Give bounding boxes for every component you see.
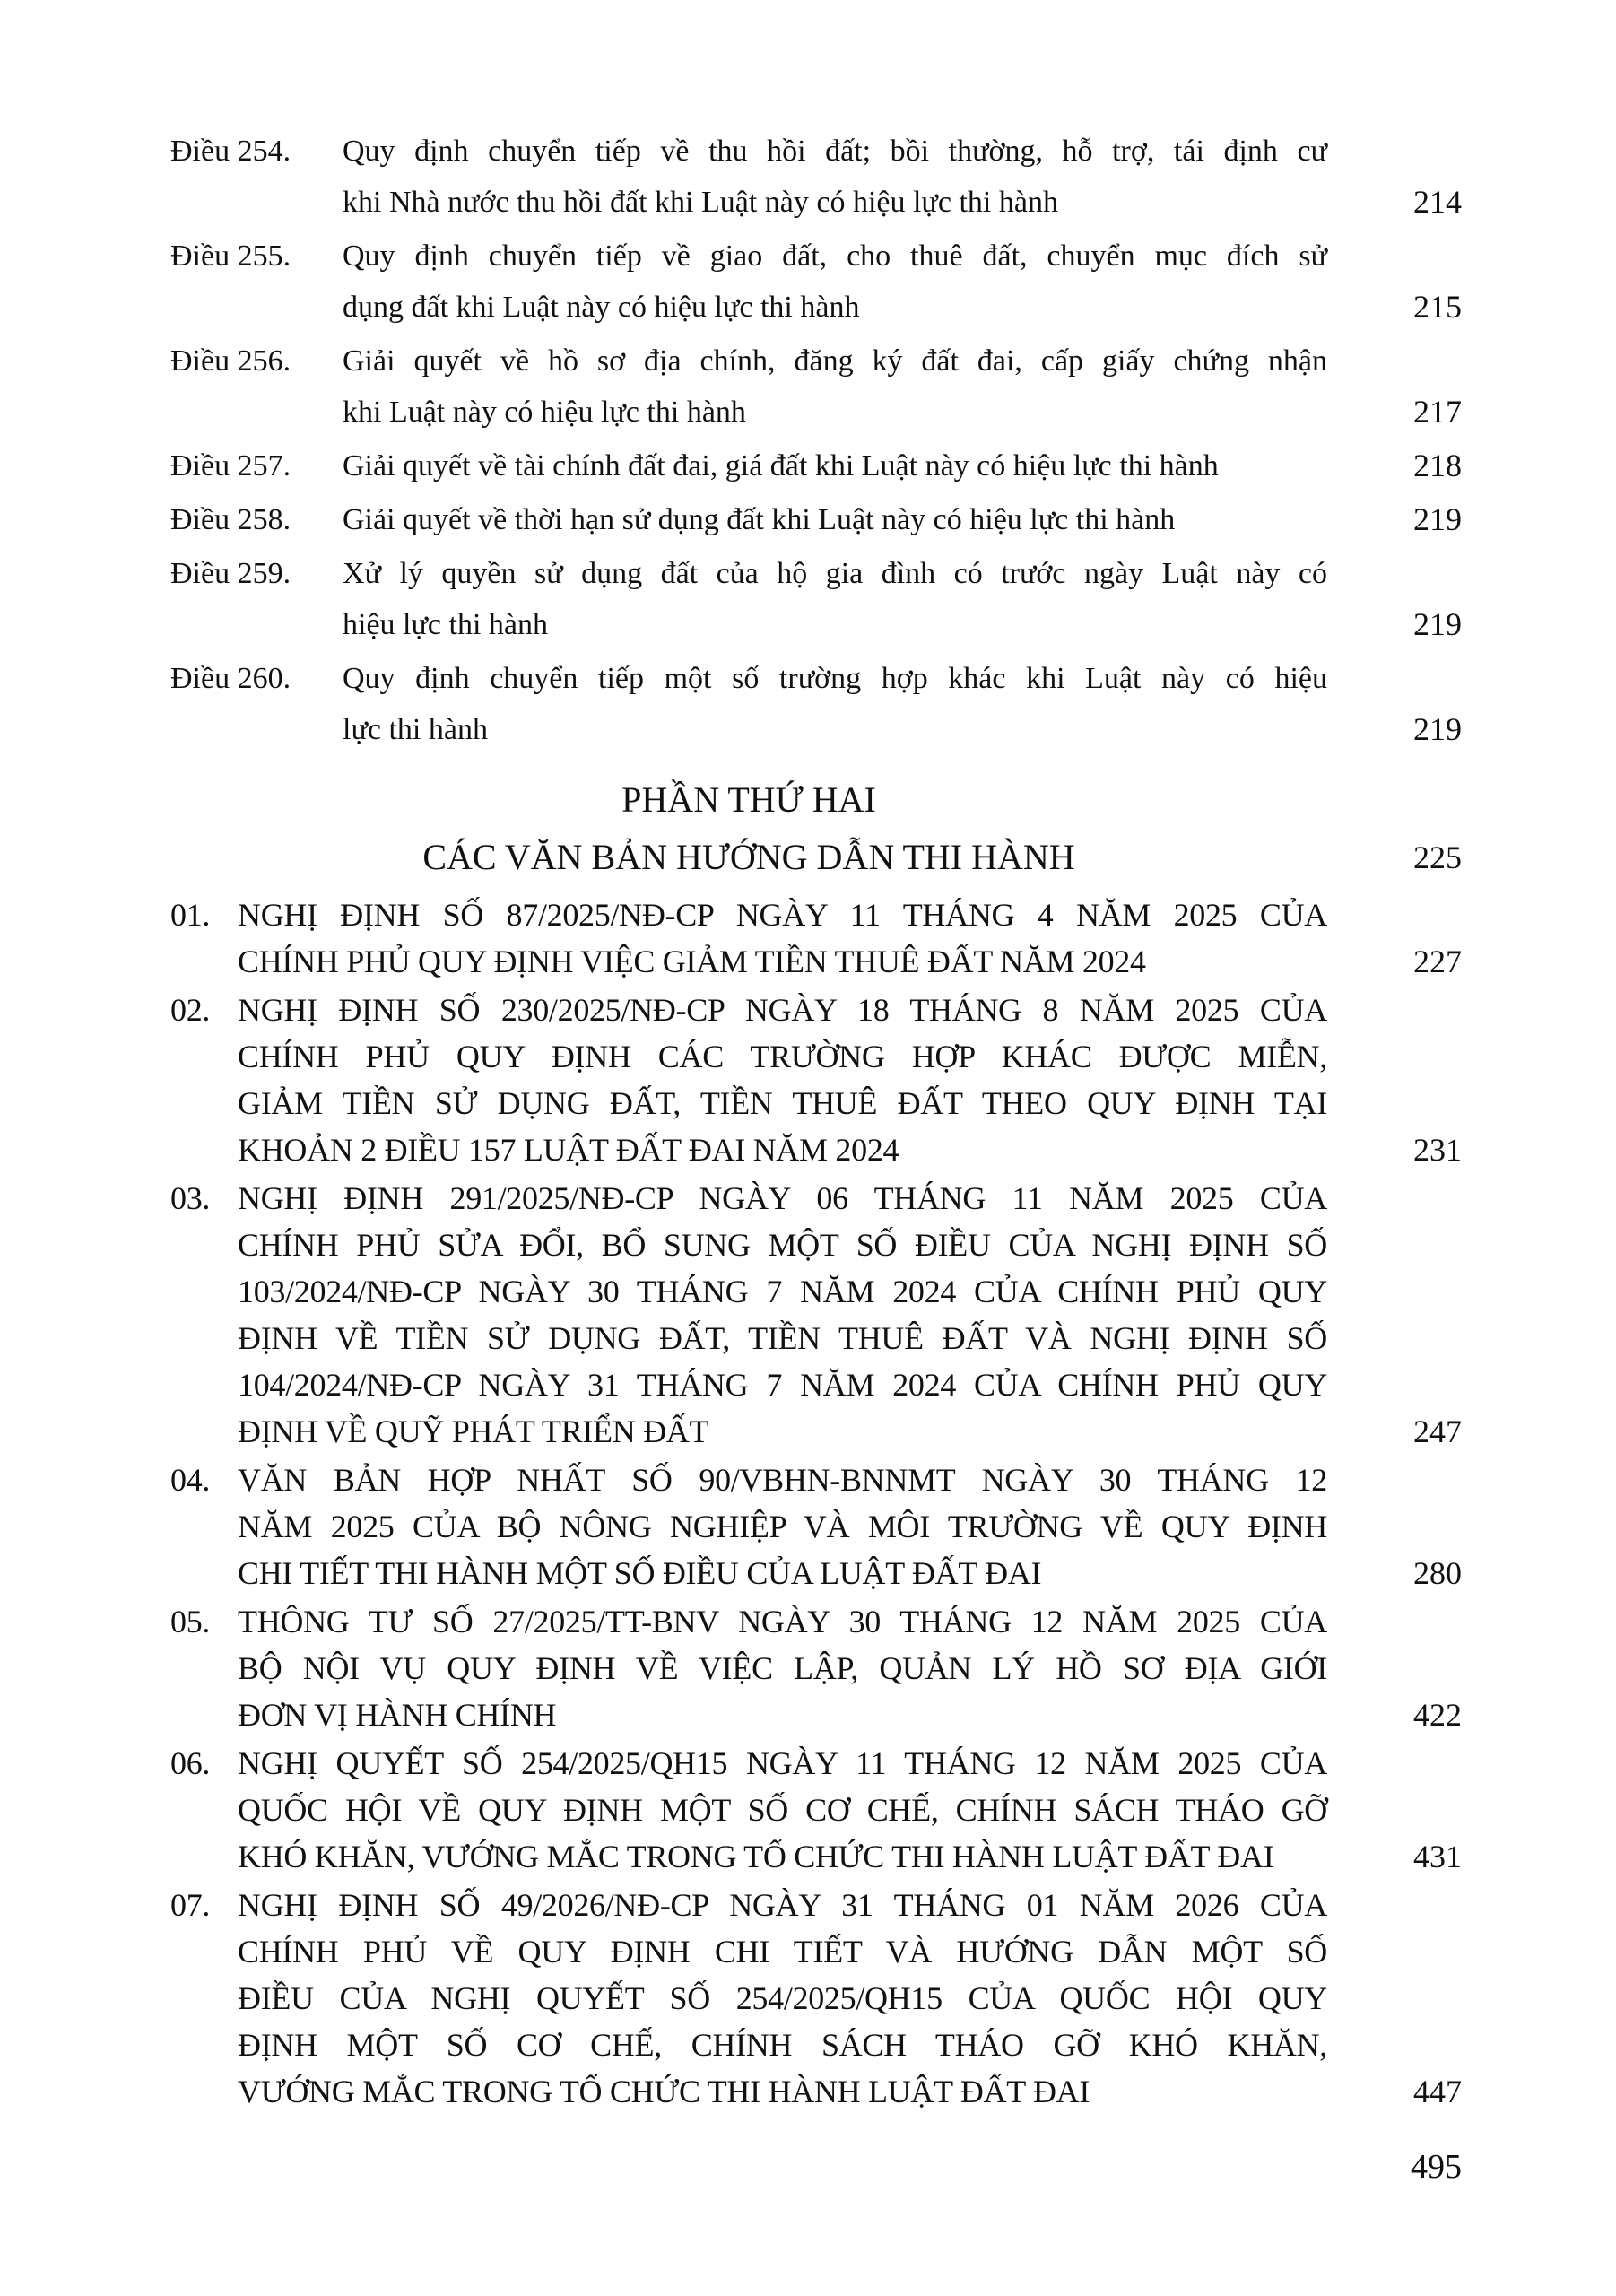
part-heading-page-number: 225 bbox=[1413, 839, 1462, 875]
toc-entry-line: 104/2024/NĐ-CP NGÀY 31 THÁNG 7 NĂM 2024 CỦA CHÍNH PHỦ QUY bbox=[238, 1367, 1327, 1403]
toc-entry-page-number: 422 bbox=[1413, 1697, 1462, 1733]
toc-entry-article bbox=[170, 548, 1462, 650]
toc-entry-label: Điều 256. bbox=[170, 344, 291, 378]
toc-entry-line: ĐỊNH MỘT SỐ CƠ CHẾ, CHÍNH SÁCH THÁO GỠ KHÓ KHĂN, bbox=[238, 2027, 1327, 2063]
toc-entry-label: Điều 254. bbox=[170, 135, 291, 168]
toc-entry-line: THÔNG TƯ SỐ 27/2025/TT-BNV NGÀY 30 THÁNG 12 NĂM 2025 CỦA bbox=[238, 1604, 1327, 1639]
toc-entry-page-number: 219 bbox=[1413, 606, 1462, 642]
toc-entry-line: dụng đất khi Luật này có hiệu lực thi hành bbox=[343, 291, 860, 324]
toc-entry-article bbox=[170, 440, 1462, 491]
toc-entry-line: Giải quyết về hồ sơ địa chính, đăng ký đất đai, cấp giấy chứng nhận bbox=[343, 344, 1327, 378]
toc-entry-line: CHÍNH PHỦ QUY ĐỊNH VIỆC GIẢM TIỀN THUÊ ĐẤT NĂM 2024 bbox=[238, 944, 1146, 979]
toc-entry-line: ĐỊNH VỀ QUỸ PHÁT TRIỂN ĐẤT bbox=[238, 1413, 709, 1449]
toc-entry-page-number: 215 bbox=[1413, 289, 1462, 325]
toc-entry-label: Điều 257. bbox=[170, 449, 291, 483]
toc-entry-lines bbox=[343, 494, 1462, 545]
toc-entry-label: Điều 258. bbox=[170, 503, 291, 536]
toc-entry-line: hiệu lực thi hành bbox=[343, 608, 548, 641]
toc-entry-line: NGHỊ ĐỊNH SỐ 230/2025/NĐ-CP NGÀY 18 THÁNG 8 NĂM 2025 CỦA bbox=[238, 992, 1327, 1028]
toc-entry-line: Giải quyết về thời hạn sử dụng đất khi Luật này có hiệu lực thi hành bbox=[343, 503, 1176, 536]
toc-entry-line: NĂM 2025 CỦA BỘ NÔNG NGHIỆP VÀ MÔI TRƯỜNG VỀ QUY ĐỊNH bbox=[238, 1509, 1327, 1544]
toc-entry-line: khi Luật này có hiệu lực thi hành bbox=[343, 396, 746, 429]
toc-entry-line: ĐỊNH VỀ TIỀN SỬ DỤNG ĐẤT, TIỀN THUÊ ĐẤT VÀ NGHỊ ĐỊNH SỐ bbox=[238, 1320, 1327, 1356]
toc-entry-line: VĂN BẢN HỢP NHẤT SỐ 90/VBHN-BNNMT NGÀY 30 THÁNG 12 bbox=[238, 1462, 1327, 1498]
toc-entry-label: Điều 260. bbox=[170, 662, 291, 695]
part-heading-subtitle-text: CÁC VĂN BẢN HƯỚNG DẪN THI HÀNH bbox=[422, 837, 1075, 877]
toc-entry-line: CHÍNH PHỦ QUY ĐỊNH CÁC TRƯỜNG HỢP KHÁC ĐƯỢC MIỄN, bbox=[238, 1039, 1327, 1074]
documents-section bbox=[170, 891, 1462, 2115]
toc-entry-lines bbox=[343, 653, 1462, 755]
toc-entry-page-number: 219 bbox=[1413, 711, 1462, 747]
toc-entry-document bbox=[170, 987, 1462, 1173]
toc-entry-document bbox=[170, 1175, 1462, 1455]
toc-entry-lines bbox=[238, 1457, 1462, 1596]
toc-entry-lines bbox=[343, 335, 1462, 438]
articles-section bbox=[170, 126, 1462, 755]
toc-entry-line: lực thi hành bbox=[343, 713, 488, 746]
toc-entry-page-number: 217 bbox=[1413, 394, 1462, 430]
toc-entry-line: CHÍNH PHỦ SỬA ĐỔI, BỔ SUNG MỘT SỐ ĐIỀU CỦA NGHỊ ĐỊNH SỐ bbox=[238, 1227, 1327, 1263]
part-heading bbox=[170, 771, 1462, 886]
toc-entry-lines bbox=[343, 126, 1462, 228]
toc-entry-line: Xử lý quyền sử dụng đất của hộ gia đình có trước ngày Luật này có bbox=[343, 557, 1327, 590]
toc-entry-page-number: 231 bbox=[1413, 1132, 1462, 1168]
toc-entry-label: 01. bbox=[170, 897, 211, 933]
toc-entry-document bbox=[170, 1457, 1462, 1596]
part-heading-subtitle bbox=[170, 829, 1327, 886]
toc-entry-lines bbox=[238, 1175, 1462, 1455]
toc-entry-label: 02. bbox=[170, 992, 211, 1028]
toc-entry-line: NGHỊ ĐỊNH SỐ 87/2025/NĐ-CP NGÀY 11 THÁNG 4 NĂM 2025 CỦA bbox=[238, 897, 1327, 933]
toc-entry-line: CHÍNH PHỦ VỀ QUY ĐỊNH CHI TIẾT VÀ HƯỚNG DẪN MỘT SỐ bbox=[238, 1934, 1327, 1970]
toc-entry-page-number: 214 bbox=[1413, 184, 1462, 220]
toc-entry-lines bbox=[238, 987, 1462, 1173]
toc-entry-page-number: 447 bbox=[1413, 2074, 1462, 2109]
toc-entry-line: NGHỊ QUYẾT SỐ 254/2025/QH15 NGÀY 11 THÁNG 12 NĂM 2025 CỦA bbox=[238, 1745, 1327, 1781]
toc-entry-line: Giải quyết về tài chính đất đai, giá đất khi Luật này có hiệu lực thi hành bbox=[343, 449, 1219, 483]
toc-entry-line: ĐIỀU CỦA NGHỊ QUYẾT SỐ 254/2025/QH15 CỦA QUỐC HỘI QUY bbox=[238, 1980, 1327, 2016]
toc-entry-label: 06. bbox=[170, 1745, 211, 1781]
toc-entry-line: Quy định chuyển tiếp về giao đất, cho thuê đất, chuyển mục đích sử bbox=[343, 239, 1327, 273]
toc-entry-article bbox=[170, 126, 1462, 228]
toc-entry-line: NGHỊ ĐỊNH SỐ 49/2026/NĐ-CP NGÀY 31 THÁNG 01 NĂM 2026 CỦA bbox=[238, 1887, 1327, 1923]
footer-page-number: 495 bbox=[1411, 2148, 1462, 2186]
toc-entry-lines bbox=[238, 1882, 1462, 2115]
toc-entry-lines bbox=[343, 440, 1462, 491]
part-heading-title: PHẦN THỨ HAI bbox=[621, 779, 876, 820]
toc-entry-label: Điều 259. bbox=[170, 557, 291, 590]
toc-entry-line: khi Nhà nước thu hồi đất khi Luật này có hiệu lực thi hành bbox=[343, 186, 1058, 219]
toc-entry-lines bbox=[343, 548, 1462, 650]
toc-entry-lines bbox=[238, 1598, 1462, 1738]
toc-entry-label: 05. bbox=[170, 1604, 211, 1639]
toc-entry-document bbox=[170, 891, 1462, 985]
table-of-contents bbox=[170, 126, 1462, 2117]
toc-entry-label: 03. bbox=[170, 1180, 211, 1216]
toc-entry-page-number: 218 bbox=[1413, 448, 1462, 483]
toc-entry-document bbox=[170, 1740, 1462, 1880]
toc-entry-article bbox=[170, 653, 1462, 755]
toc-entry-article bbox=[170, 230, 1462, 333]
toc-entry-label: 07. bbox=[170, 1887, 211, 1923]
toc-entry-line: 103/2024/NĐ-CP NGÀY 30 THÁNG 7 NĂM 2024 CỦA CHÍNH PHỦ QUY bbox=[238, 1274, 1327, 1309]
toc-entry-lines bbox=[343, 230, 1462, 333]
toc-entry-line: BỘ NỘI VỤ QUY ĐỊNH VỀ VIỆC LẬP, QUẢN LÝ HỒ SƠ ĐỊA GIỚI bbox=[238, 1650, 1327, 1686]
toc-entry-article bbox=[170, 494, 1462, 545]
toc-entry-line: NGHỊ ĐỊNH 291/2025/NĐ-CP NGÀY 06 THÁNG 11 NĂM 2025 CỦA bbox=[238, 1180, 1327, 1216]
toc-entry-line: ĐƠN VỊ HÀNH CHÍNH bbox=[238, 1697, 557, 1733]
toc-entry-line: VƯỚNG MẮC TRONG TỔ CHỨC THI HÀNH LUẬT ĐẤT ĐAI bbox=[238, 2074, 1090, 2109]
toc-entry-lines bbox=[238, 891, 1462, 985]
toc-entry-line: Quy định chuyển tiếp một số trường hợp khác khi Luật này có hiệu bbox=[343, 662, 1327, 695]
toc-entry-page-number: 219 bbox=[1413, 501, 1462, 537]
toc-entry-page-number: 280 bbox=[1413, 1555, 1462, 1591]
toc-entry-document bbox=[170, 1598, 1462, 1738]
toc-entry-line: QUỐC HỘI VỀ QUY ĐỊNH MỘT SỐ CƠ CHẾ, CHÍNH SÁCH THÁO GỠ bbox=[238, 1792, 1327, 1828]
toc-entry-page-number: 247 bbox=[1413, 1413, 1462, 1449]
toc-entry-line: Quy định chuyển tiếp về thu hồi đất; bồi thường, hỗ trợ, tái định cư bbox=[343, 135, 1327, 168]
toc-entry-line: KHOẢN 2 ĐIỀU 157 LUẬT ĐẤT ĐAI NĂM 2024 bbox=[238, 1132, 899, 1168]
toc-entry-page-number: 431 bbox=[1413, 1839, 1462, 1874]
toc-entry-line: CHI TIẾT THI HÀNH MỘT SỐ ĐIỀU CỦA LUẬT ĐẤT ĐAI bbox=[238, 1555, 1042, 1591]
toc-entry-page-number: 227 bbox=[1413, 944, 1462, 979]
toc-entry-label: 04. bbox=[170, 1462, 211, 1498]
toc-entry-line: GIẢM TIỀN SỬ DỤNG ĐẤT, TIỀN THUÊ ĐẤT THEO QUY ĐỊNH TẠI bbox=[238, 1085, 1327, 1121]
toc-entry-label: Điều 255. bbox=[170, 239, 291, 273]
toc-entry-document bbox=[170, 1882, 1462, 2115]
toc-entry-article bbox=[170, 335, 1462, 438]
toc-entry-lines bbox=[238, 1740, 1462, 1880]
toc-entry-line: KHÓ KHĂN, VƯỚNG MẮC TRONG TỔ CHỨC THI HÀNH LUẬT ĐẤT ĐAI bbox=[238, 1839, 1274, 1874]
